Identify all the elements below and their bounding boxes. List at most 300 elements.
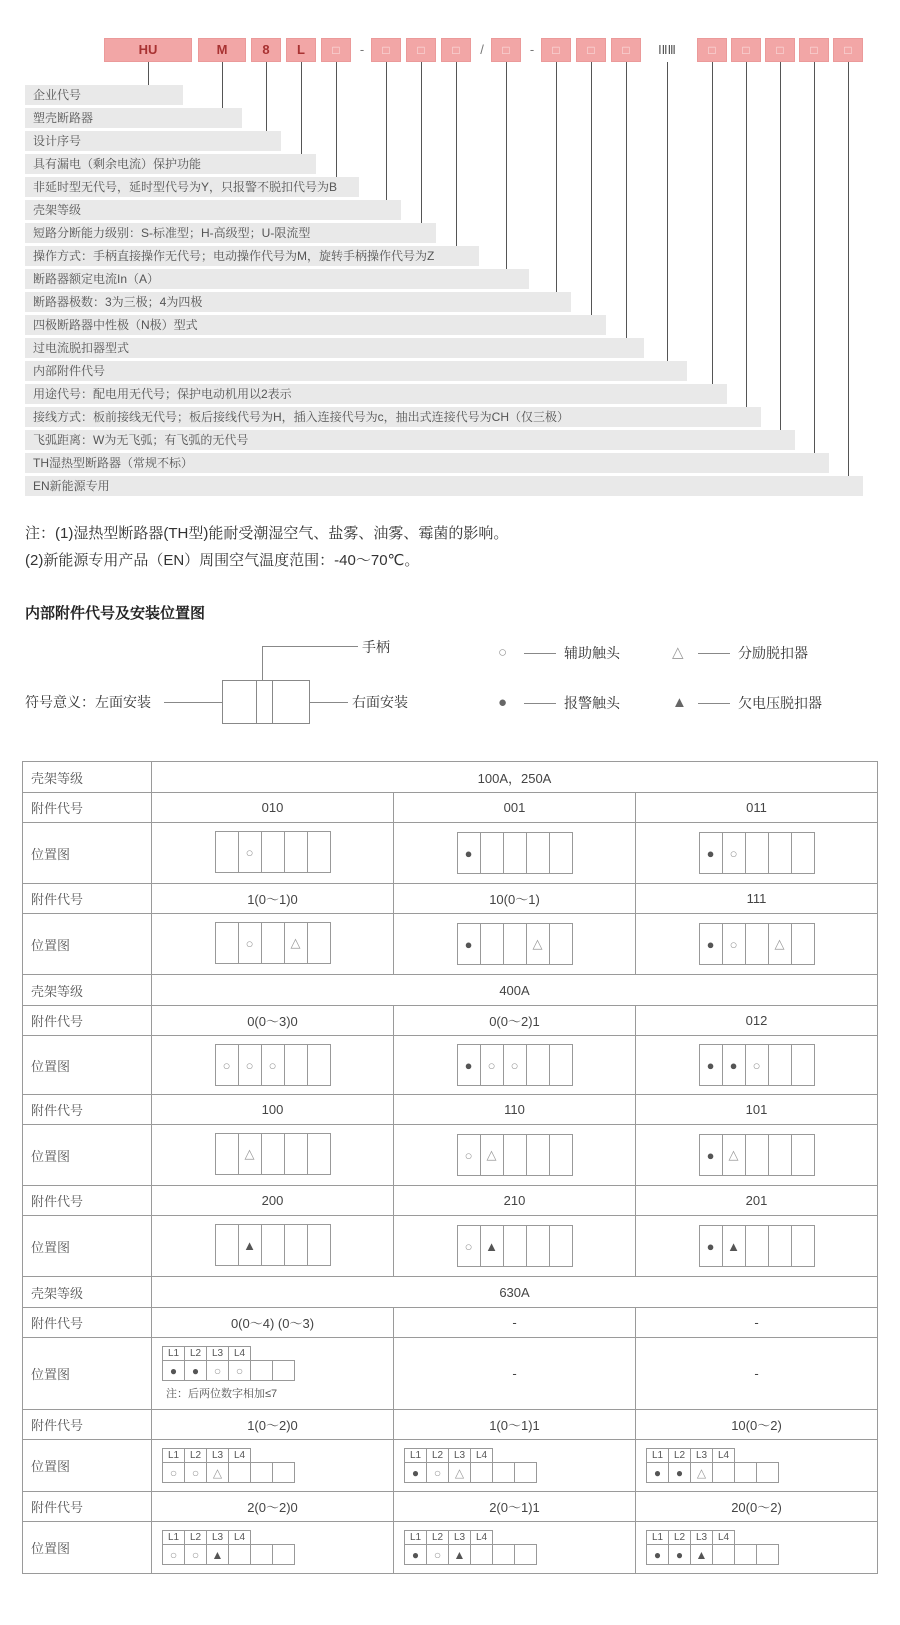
diagram-cell <box>527 833 550 873</box>
line-header-cell: L2 <box>668 1530 691 1545</box>
line-header-cell: L1 <box>162 1346 185 1361</box>
position-diagram-cell <box>152 1216 394 1277</box>
diagram-cell <box>228 1544 251 1565</box>
diagram-cell: ● <box>184 1360 207 1381</box>
position-diagram-row <box>23 1338 878 1410</box>
connector-line <box>667 62 668 371</box>
diagram-cell: ○ <box>504 1045 527 1085</box>
legend-dash <box>524 703 556 704</box>
connector-line <box>421 62 422 233</box>
position-diagram-cell <box>394 1216 636 1277</box>
diagram-cell: ● <box>162 1360 185 1381</box>
row-label-code: 附件代号 <box>23 1006 152 1036</box>
code-box: L <box>286 38 316 62</box>
label-bar: 用途代号：配电用无代号；保护电动机用以2表示 <box>25 384 727 404</box>
diagram-cell <box>228 1462 251 1483</box>
diagram-cell <box>492 1462 515 1483</box>
diagram-cell: ● <box>700 1135 723 1175</box>
line-header-cell: L2 <box>426 1448 449 1463</box>
label-bar: 塑壳断路器 <box>25 108 242 128</box>
code-box: □ <box>731 38 761 62</box>
diagram-cell: △ <box>448 1462 471 1483</box>
position-diagram <box>699 1044 815 1086</box>
diagram-cell: △ <box>690 1462 713 1483</box>
position-diagram <box>215 1044 331 1086</box>
diagram-cell <box>504 924 527 964</box>
diagram-cell <box>262 1134 285 1174</box>
label-bar: 接线方式：板前接线无代号；板后接线代号为H，插入连接代号为c，抽出式连接代号为CH（仅三极） <box>25 407 761 427</box>
diagram-cell: ○ <box>458 1226 481 1266</box>
code-separator: - <box>359 42 365 57</box>
line-header-cell: L4 <box>228 1346 251 1361</box>
accessory-code-row <box>23 1410 878 1440</box>
position-diagram <box>162 1448 294 1483</box>
row-label-position: 位置图 <box>23 823 152 884</box>
accessory-code-value: 100 <box>152 1095 394 1125</box>
connector-line <box>301 62 302 164</box>
model-code-diagram <box>0 0 900 504</box>
line-header-cell: L4 <box>470 1530 493 1545</box>
row-label-position: 位置图 <box>23 1036 152 1095</box>
accessory-code-value: 1(0～2)0 <box>152 1410 394 1440</box>
row-label-code: 附件代号 <box>23 1095 152 1125</box>
diagram-cell <box>262 923 285 963</box>
row-label-frame: 壳架等级 <box>23 1277 152 1308</box>
diagram-cell: ● <box>668 1462 691 1483</box>
position-diagram-row <box>23 1125 878 1186</box>
row-label-code: 附件代号 <box>23 1186 152 1216</box>
diagram-cell <box>250 1544 273 1565</box>
diagram-cell <box>550 833 572 873</box>
section-title: 内部附件代号及安装位置图 <box>25 605 206 622</box>
label-bar: 断路器额定电流In（A） <box>25 269 529 289</box>
diagram-cell: ○ <box>239 1045 262 1085</box>
accessory-code-row <box>23 1095 878 1125</box>
position-diagram <box>215 831 331 873</box>
roman-numerals: ⅠⅡⅢ <box>658 43 676 57</box>
diagram-cell: △ <box>769 924 792 964</box>
position-diagram <box>162 1346 294 1381</box>
line-header-cell: L1 <box>646 1448 669 1463</box>
label-bar: TH湿热型断路器（常规不标） <box>25 453 829 473</box>
diagram-cell <box>769 1045 792 1085</box>
position-diagram-cell <box>394 1125 636 1186</box>
accessory-code-value: 012 <box>636 1006 878 1036</box>
diagram-cell: ● <box>646 1544 669 1565</box>
diagram-cell <box>756 1544 779 1565</box>
connector-line <box>780 62 781 440</box>
position-diagram-cell <box>152 914 394 975</box>
diagram-cell <box>308 1225 330 1265</box>
diagram-cell <box>308 923 330 963</box>
handle-label: 手柄 <box>362 639 390 655</box>
row-label-code: 附件代号 <box>23 1410 152 1440</box>
diagram-cell: ○ <box>723 924 746 964</box>
accessory-code-value: 010 <box>152 793 394 823</box>
accessory-code-row <box>23 1492 878 1522</box>
undervoltage-release-icon: ▲ <box>672 694 687 711</box>
position-diagram <box>162 1530 294 1565</box>
diagram-cell <box>514 1462 537 1483</box>
accessory-code-row <box>23 1186 878 1216</box>
row-label-code: 附件代号 <box>23 884 152 914</box>
position-diagram <box>699 1134 815 1176</box>
position-diagram-cell <box>152 1522 394 1574</box>
position-diagram <box>215 922 331 964</box>
label-bar: 具有漏电（剩余电流）保护功能 <box>25 154 316 174</box>
diagram-cell <box>504 1135 527 1175</box>
diagram-cell: △ <box>285 923 308 963</box>
diagram-note: 注：后两位数字相加≤7 <box>166 1388 278 1400</box>
diagram-cell <box>550 1226 572 1266</box>
diagram-cell: ○ <box>184 1544 207 1565</box>
row-label-position: 位置图 <box>23 1440 152 1492</box>
diagram-cell: ○ <box>458 1135 481 1175</box>
line-header-cell: L3 <box>690 1448 713 1463</box>
position-diagram <box>699 923 815 965</box>
diagram-cell <box>792 1226 814 1266</box>
undervoltage-release-label: 欠电压脱扣器 <box>738 695 822 711</box>
diagram-cell: △ <box>239 1134 262 1174</box>
position-diagram-cell <box>152 1125 394 1186</box>
label-bar: 四极断路器中性极（N极）型式 <box>25 315 606 335</box>
diagram-cell <box>216 832 239 872</box>
line-header-cell: L4 <box>712 1530 735 1545</box>
diagram-cell: ○ <box>426 1544 449 1565</box>
code-separator: - <box>529 42 535 57</box>
dash-placeholder: - <box>754 1366 759 1381</box>
position-diagram <box>404 1530 536 1565</box>
label-bar: 壳架等级 <box>25 200 401 220</box>
diagram-cell <box>769 1135 792 1175</box>
diagram-cell: ○ <box>206 1360 229 1381</box>
diagram-cell: ○ <box>216 1045 239 1085</box>
diagram-cell <box>527 1045 550 1085</box>
legend <box>0 633 900 745</box>
diagram-cell: ○ <box>746 1045 769 1085</box>
diagram-cell <box>550 924 572 964</box>
line-header-cell: L2 <box>184 1448 207 1463</box>
label-bar: EN新能源专用 <box>25 476 863 496</box>
diagram-cell <box>550 1135 572 1175</box>
diagram-cell <box>470 1544 493 1565</box>
accessory-code-value: 110 <box>394 1095 636 1125</box>
position-diagram-cell <box>636 1338 878 1410</box>
position-diagram-cell <box>636 914 878 975</box>
diagram-cell <box>308 1045 330 1085</box>
accessory-position-table <box>22 761 878 1574</box>
diagram-cell <box>285 1045 308 1085</box>
row-label-position: 位置图 <box>23 1338 152 1410</box>
label-bar: 非延时型无代号，延时型代号为Y，只报警不脱扣代号为B <box>25 177 359 197</box>
position-diagram-cell <box>636 1216 878 1277</box>
accessory-code-value: 10(0～1) <box>394 884 636 914</box>
accessory-code-value: 10(0～2) <box>636 1410 878 1440</box>
connector-line <box>456 62 457 256</box>
diagram-cell <box>250 1360 273 1381</box>
code-box: M <box>198 38 246 62</box>
row-label-position: 位置图 <box>23 1125 152 1186</box>
diagram-cell <box>216 1225 239 1265</box>
diagram-cell <box>285 1225 308 1265</box>
diagram-cell: ● <box>646 1462 669 1483</box>
diagram-cell <box>272 1360 295 1381</box>
diagram-cell <box>285 832 308 872</box>
position-diagram <box>646 1448 778 1483</box>
line-header-cell: L3 <box>206 1346 229 1361</box>
connector-line <box>336 62 337 187</box>
line-header-cell: L2 <box>184 1346 207 1361</box>
line-header-cell: L1 <box>162 1530 185 1545</box>
label-bar: 短路分断能力级别：S-标准型；H-高级型；U-限流型 <box>25 223 436 243</box>
position-diagram-row <box>23 1216 878 1277</box>
line-header-cell: L1 <box>404 1448 427 1463</box>
diagram-cell <box>272 1462 295 1483</box>
accessory-code-value: 2(0～2)0 <box>152 1492 394 1522</box>
diagram-cell: ● <box>458 924 481 964</box>
label-bar: 断路器极数：3为三极；4为四极 <box>25 292 571 312</box>
alarm-contact-label: 报警触头 <box>564 695 620 711</box>
diagram-cell <box>550 1045 572 1085</box>
code-box: □ <box>697 38 727 62</box>
position-diagram-cell <box>636 823 878 884</box>
diagram-cell <box>769 1226 792 1266</box>
connector-line <box>386 62 387 210</box>
position-diagram <box>457 923 573 965</box>
line-header-cell: L3 <box>690 1530 713 1545</box>
diagram-cell <box>756 1462 779 1483</box>
diagram-cell: ● <box>458 1045 481 1085</box>
row-label-code: 附件代号 <box>23 1492 152 1522</box>
diagram-cell <box>527 1135 550 1175</box>
row-label-frame: 壳架等级 <box>23 975 152 1006</box>
position-diagram-cell <box>394 823 636 884</box>
code-box: □ <box>491 38 521 62</box>
position-diagram-cell <box>394 1522 636 1574</box>
position-diagram-row <box>23 1440 878 1492</box>
position-diagram <box>404 1448 536 1483</box>
diagram-cell <box>514 1544 537 1565</box>
connector-line <box>848 62 849 486</box>
row-label-code: 附件代号 <box>23 793 152 823</box>
accessory-code-value: 2(0～1)1 <box>394 1492 636 1522</box>
notes-block <box>25 520 900 574</box>
code-box: □ <box>441 38 471 62</box>
position-diagram <box>215 1224 331 1266</box>
line-header-cell: L3 <box>206 1448 229 1463</box>
diagram-cell: △ <box>527 924 550 964</box>
position-diagram <box>457 1044 573 1086</box>
position-diagram <box>457 1134 573 1176</box>
code-box: 8 <box>251 38 281 62</box>
connector-line <box>746 62 747 417</box>
diagram-cell <box>481 833 504 873</box>
diagram-cell: ○ <box>228 1360 251 1381</box>
frame-level-value: 400A <box>152 975 878 1006</box>
code-box: □ <box>321 38 351 62</box>
position-diagram-row <box>23 914 878 975</box>
line-header-cell: L3 <box>448 1448 471 1463</box>
position-diagram-cell <box>394 1338 636 1410</box>
shunt-release-label: 分励脱扣器 <box>738 645 808 661</box>
code-box: □ <box>576 38 606 62</box>
position-diagram-cell <box>152 1036 394 1095</box>
line-header-cell: L1 <box>162 1448 185 1463</box>
accessory-code-value: 200 <box>152 1186 394 1216</box>
diagram-cell: ▲ <box>481 1226 504 1266</box>
accessory-code-row <box>23 1006 878 1036</box>
code-box: □ <box>765 38 795 62</box>
frame-level-value: 630A <box>152 1277 878 1308</box>
position-diagram-cell <box>394 914 636 975</box>
diagram-cell: ▲ <box>723 1226 746 1266</box>
diagram-cell <box>262 1225 285 1265</box>
diagram-cell <box>712 1462 735 1483</box>
alarm-contact-icon: ● <box>498 694 508 711</box>
position-diagram-cell <box>636 1036 878 1095</box>
diagram-cell: △ <box>723 1135 746 1175</box>
diagram-cell: ○ <box>239 923 262 963</box>
position-diagram-cell <box>152 823 394 884</box>
diagram-cell: ● <box>700 833 723 873</box>
diagram-cell <box>216 1134 239 1174</box>
diagram-cell: ● <box>700 1045 723 1085</box>
diagram-cell <box>792 1135 814 1175</box>
legend-dash <box>698 653 730 654</box>
diagram-cell <box>250 1462 273 1483</box>
line-header-cell: L4 <box>470 1448 493 1463</box>
row-label-position: 位置图 <box>23 914 152 975</box>
position-diagram <box>215 1133 331 1175</box>
diagram-cell <box>712 1544 735 1565</box>
diagram-cell <box>470 1462 493 1483</box>
diagram-cell: △ <box>481 1135 504 1175</box>
code-box: □ <box>406 38 436 62</box>
frame-level-value: 100A，250A <box>152 762 878 793</box>
code-box: □ <box>371 38 401 62</box>
accessory-code-value: 0(0～3)0 <box>152 1006 394 1036</box>
code-box: □ <box>799 38 829 62</box>
line-header-cell: L2 <box>184 1530 207 1545</box>
frame-level-row <box>23 762 878 793</box>
connector-line <box>712 62 713 394</box>
note-line-1: 注：(1)湿热型断路器(TH型)能耐受潮湿空气、盐雾、油雾、霉菌的影响。 <box>25 525 509 542</box>
row-label-position: 位置图 <box>23 1216 152 1277</box>
aux-contact-label: 辅助触头 <box>564 645 620 661</box>
aux-contact-icon: ○ <box>498 644 508 661</box>
diagram-cell <box>504 1226 527 1266</box>
handle-connector-line <box>262 646 358 647</box>
code-box: HU <box>104 38 192 62</box>
row-label-frame: 壳架等级 <box>23 762 152 793</box>
code-separator: / <box>480 42 484 57</box>
connector-line <box>626 62 627 348</box>
diagram-cell: ▲ <box>690 1544 713 1565</box>
position-diagram-cell <box>152 1440 394 1492</box>
label-bar: 内部附件代号 <box>25 361 687 381</box>
connector-line <box>556 62 557 302</box>
diagram-cell: ● <box>723 1045 746 1085</box>
position-diagram <box>699 1225 815 1267</box>
accessory-code-value: - <box>636 1308 878 1338</box>
diagram-cell <box>285 1134 308 1174</box>
diagram-cell: ● <box>404 1544 427 1565</box>
position-diagram <box>699 832 815 874</box>
position-diagram-row <box>23 1036 878 1095</box>
diagram-cell: ● <box>458 833 481 873</box>
diagram-cell <box>308 1134 330 1174</box>
frame-level-row <box>23 1277 878 1308</box>
label-bar: 操作方式：手柄直接操作无代号；电动操作代号为M，旋转手柄操作代号为Z <box>25 246 479 266</box>
diagram-cell: ○ <box>239 832 262 872</box>
diagram-cell <box>746 924 769 964</box>
accessory-code-value: 001 <box>394 793 636 823</box>
accessory-code-row <box>23 884 878 914</box>
diagram-cell <box>746 833 769 873</box>
accessory-code-value: 20(0～2) <box>636 1492 878 1522</box>
accessory-code-value: 011 <box>636 793 878 823</box>
label-bar: 飞弧距离：W为无飞弧；有飞弧的无代号 <box>25 430 795 450</box>
connector-line <box>506 62 507 279</box>
label-bar: 企业代号 <box>25 85 183 105</box>
connector-line <box>266 62 267 141</box>
code-box: □ <box>541 38 571 62</box>
position-diagram-row <box>23 1522 878 1574</box>
connector-line <box>591 62 592 325</box>
position-diagram-cell <box>394 1440 636 1492</box>
accessory-code-value: 210 <box>394 1186 636 1216</box>
breaker-outline-diagram <box>222 680 310 724</box>
dash-placeholder: - <box>512 1366 517 1381</box>
diagram-cell <box>481 924 504 964</box>
diagram-cell <box>272 1544 295 1565</box>
position-diagram-cell <box>394 1036 636 1095</box>
left-connector-line <box>164 702 222 703</box>
line-header-cell: L2 <box>426 1530 449 1545</box>
diagram-cell <box>746 1226 769 1266</box>
label-bar: 过电流脱扣器型式 <box>25 338 644 358</box>
row-label-code: 附件代号 <box>23 1308 152 1338</box>
connector-line <box>814 62 815 463</box>
position-diagram <box>646 1530 778 1565</box>
label-bar: 设计序号 <box>25 131 281 151</box>
line-header-cell: L3 <box>206 1530 229 1545</box>
diagram-cell: ● <box>700 1226 723 1266</box>
diagram-cell <box>504 833 527 873</box>
line-header-cell: L1 <box>646 1530 669 1545</box>
diagram-cell <box>216 923 239 963</box>
position-diagram-cell <box>636 1440 878 1492</box>
line-header-cell: L2 <box>668 1448 691 1463</box>
right-connector-line <box>310 702 348 703</box>
diagram-cell <box>262 832 285 872</box>
accessory-code-value: 111 <box>636 884 878 914</box>
diagram-cell <box>746 1135 769 1175</box>
legend-dash <box>698 703 730 704</box>
diagram-cell: ○ <box>723 833 746 873</box>
diagram-cell: ▲ <box>448 1544 471 1565</box>
line-header-cell: L4 <box>712 1448 735 1463</box>
shunt-release-icon: △ <box>672 644 684 661</box>
diagram-cell: ○ <box>162 1544 185 1565</box>
position-diagram-cell <box>636 1125 878 1186</box>
diagram-cell: △ <box>206 1462 229 1483</box>
diagram-cell: ○ <box>481 1045 504 1085</box>
diagram-cell <box>734 1544 757 1565</box>
diagram-cell: ○ <box>162 1462 185 1483</box>
legend-dash <box>524 653 556 654</box>
diagram-cell: ▲ <box>239 1225 262 1265</box>
